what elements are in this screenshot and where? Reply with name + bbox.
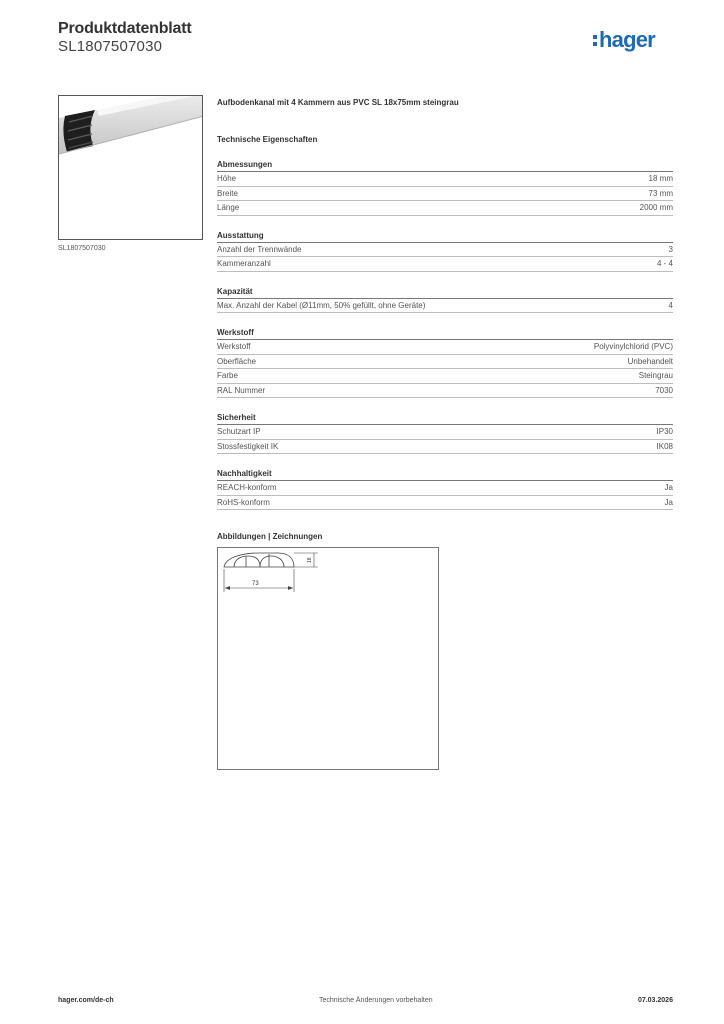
profile-drawing <box>218 548 438 769</box>
footer-website[interactable]: hager.com/de-ch <box>58 997 114 1004</box>
cable-channel-photo <box>59 96 203 240</box>
spec-label: Werkstoff <box>217 342 251 351</box>
spec-value: 4 - 4 <box>656 259 673 268</box>
spec-section <box>217 328 673 398</box>
spec-row <box>217 496 673 511</box>
spec-row <box>217 440 673 455</box>
spec-row <box>217 369 673 384</box>
footer-date: 07.03.2026 <box>637 997 673 1004</box>
spec-value: 3 <box>668 244 673 254</box>
width-dimension-label: 73 <box>252 581 259 587</box>
spec-label: Max. Anzahl der Kabel (Ø11mm, 50% gefüllt, ohne Geräte) <box>217 300 426 310</box>
spec-row <box>217 257 673 272</box>
section-title: Abmessungen <box>217 160 673 172</box>
spec-label: Höhe <box>217 174 237 183</box>
tech-properties-title: Technische Eigenschaften <box>217 135 318 144</box>
page-title: Produktdatenblatt <box>58 20 192 37</box>
spec-row <box>217 384 673 399</box>
spec-row <box>217 187 673 202</box>
spec-section <box>217 469 673 510</box>
spec-value: Polyvinylchlorid (PVC) <box>593 342 673 351</box>
spec-value: Ja <box>664 497 673 507</box>
spec-value: IK08 <box>656 441 673 451</box>
spec-row <box>217 201 673 216</box>
spec-section <box>217 231 673 272</box>
spec-row <box>217 172 673 187</box>
logo-dots <box>593 35 597 46</box>
section-title: Kapazität <box>217 287 673 299</box>
spec-sections <box>217 160 673 510</box>
spec-label: Breite <box>217 188 238 198</box>
spec-section <box>217 160 673 216</box>
spec-value: Steingrau <box>638 371 673 380</box>
spec-section <box>217 287 673 314</box>
spec-row <box>217 243 673 258</box>
section-title: Nachhaltigkeit <box>217 469 673 481</box>
spec-label: Anzahl der Trennwände <box>217 244 302 254</box>
logo-text: hager <box>599 27 655 52</box>
spec-value: 18 mm <box>648 174 673 183</box>
spec-label: Farbe <box>217 371 238 380</box>
spec-content <box>217 98 673 770</box>
spec-value: Unbehandelt <box>627 356 673 366</box>
footer-note: Technische Änderungen vorbehalten <box>318 997 433 1004</box>
spec-section <box>217 413 673 454</box>
image-caption: SL1807507030 <box>58 245 106 252</box>
spec-label: Länge <box>217 203 240 212</box>
spec-row <box>217 340 673 355</box>
height-dimension-label: 18 <box>307 557 313 563</box>
spec-label: Stossfestigkeit IK <box>217 441 279 451</box>
section-title: Ausstattung <box>217 231 673 243</box>
spec-row <box>217 425 673 440</box>
section-title: Werkstoff <box>217 328 673 340</box>
article-number: SL1807507030 <box>58 38 163 55</box>
spec-label: RoHS-konform <box>217 497 270 507</box>
spec-label: Kammeranzahl <box>217 259 271 268</box>
spec-row <box>217 481 673 496</box>
section-title: Sicherheit <box>217 413 673 425</box>
spec-label: REACH-konform <box>217 483 277 492</box>
brand-logo <box>593 27 655 53</box>
spec-row <box>217 299 673 314</box>
product-description: Aufbodenkanal mit 4 Kammern aus PVC SL 18x75mm steingrau <box>217 98 459 107</box>
spec-value: IP30 <box>656 427 673 436</box>
spec-row <box>217 355 673 370</box>
technical-drawing <box>217 547 439 770</box>
spec-label: RAL Nummer <box>217 385 266 395</box>
figures-title: Abbildungen | Zeichnungen <box>217 532 323 541</box>
spec-value: 2000 mm <box>639 203 673 212</box>
spec-value: Ja <box>664 483 673 492</box>
footer <box>58 997 673 1004</box>
spec-value: 4 <box>668 300 673 310</box>
product-image <box>58 95 203 240</box>
spec-value: 73 mm <box>648 188 673 198</box>
spec-value: 7030 <box>655 385 673 395</box>
spec-label: Schutzart IP <box>217 427 261 436</box>
spec-label: Oberfläche <box>217 356 257 366</box>
